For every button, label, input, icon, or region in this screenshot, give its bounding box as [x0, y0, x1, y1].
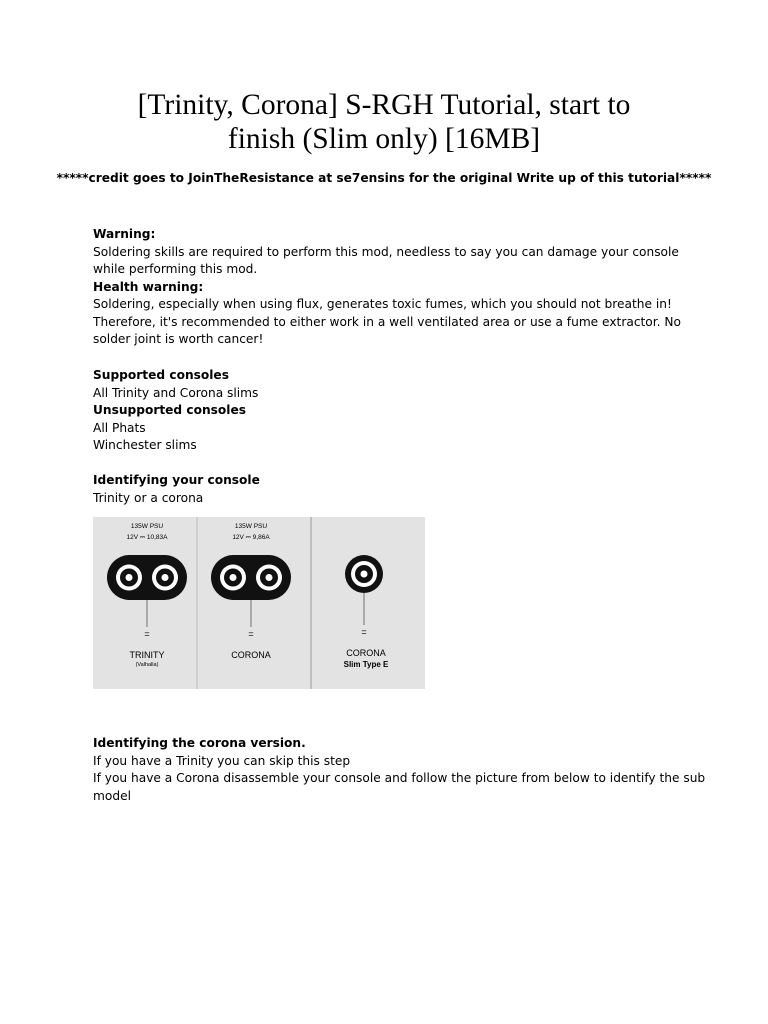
identify-corona-line: model	[93, 788, 131, 803]
equals-sign: =	[144, 629, 150, 639]
health-warning-line: Therefore, it's recommended to either work in a well ventilated area or use a fume extractor. No	[93, 314, 681, 329]
single-connector-icon	[345, 555, 383, 593]
supported-heading: Supported consoles	[93, 368, 229, 382]
console-name: CORONA	[231, 650, 271, 660]
console-sub: (Valhalla)	[135, 662, 159, 668]
warning-line: Soldering skills are required to perform this mod, needless to say you can damage your console	[93, 244, 679, 259]
title-line-1: [Trinity, Corona] S-RGH Tutorial, start to	[137, 89, 631, 121]
consoles-section	[93, 367, 693, 455]
identify-console-heading: Identifying your console	[93, 473, 260, 487]
unsupported-item: Winchester slims	[93, 438, 197, 452]
psu-rating: 12V ⎓ 9,86A	[232, 534, 270, 541]
identify-corona-line: If you have a Trinity you can skip this step	[93, 753, 351, 768]
console-sub: Slim Type E	[343, 660, 389, 669]
health-warning-heading: Health warning:	[93, 279, 204, 294]
psu-label: 135W PSU	[234, 523, 268, 530]
equals-sign: =	[248, 629, 254, 639]
warning-line: while performing this mod.	[93, 262, 258, 276]
psu-connector-figure	[93, 517, 425, 689]
equals-sign: =	[361, 627, 367, 637]
console-name: TRINITY	[129, 650, 165, 660]
warnings-section	[93, 226, 693, 349]
identify-corona-section	[93, 735, 706, 805]
identify-corona-heading: Identifying the corona version.	[93, 736, 306, 750]
psu-label: 135W PSU	[130, 523, 164, 530]
warning-heading: Warning:	[93, 227, 156, 241]
page-title	[60, 88, 708, 156]
console-name: CORONA	[346, 648, 386, 658]
title-line-2: finish (Slim only) [16MB]	[227, 123, 541, 155]
dual-connector-icon	[211, 555, 291, 600]
health-warning-line: Soldering, especially when using flux, generates toxic fumes, which you should not breathe in!	[93, 297, 672, 311]
identify-corona-line: If you have a Corona disassemble your console and follow the picture from below to identify the sub	[93, 771, 706, 785]
dual-connector-icon	[107, 555, 187, 600]
supported-item: All Trinity and Corona slims	[93, 385, 259, 400]
credit-line: *****credit goes to JoinTheResistance at se7ensins for the original Write up of this tutorial*****	[56, 171, 712, 185]
psu-rating: 12V ⎓ 10,83A	[126, 534, 168, 541]
health-warning-line: solder joint is worth cancer!	[93, 332, 264, 346]
identify-console-text: Trinity or a corona	[93, 490, 204, 505]
unsupported-heading: Unsupported consoles	[93, 403, 246, 417]
identify-console-section	[93, 472, 693, 507]
unsupported-item: All Phats	[93, 420, 146, 435]
